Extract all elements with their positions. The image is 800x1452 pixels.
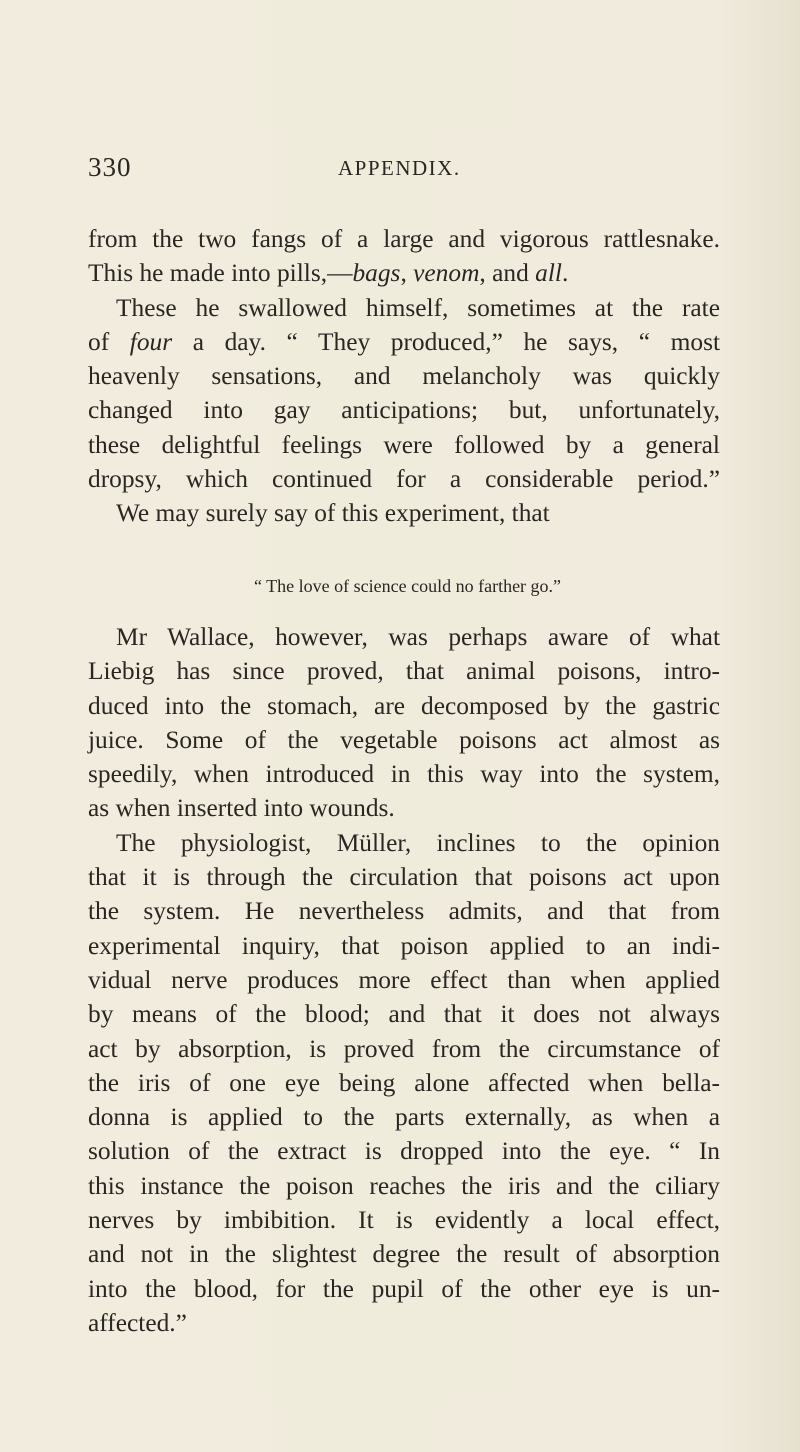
text-line: This he made into pills,—bags, venom, and all.	[88, 259, 569, 288]
text-line: We may surely say of this experiment, that	[116, 499, 550, 528]
text-line: Liebig has since proved, that animal poisons, intro-	[88, 657, 720, 686]
text-line: dropsy, which continued for a considerable period.”	[88, 465, 720, 494]
running-head: APPENDIX.	[338, 156, 461, 180]
text-line: experimental inquiry, that poison applied to an indi-	[88, 931, 720, 960]
text-line: donna is applied to the parts externally, as when a	[88, 1103, 720, 1132]
page-number: 330	[88, 152, 132, 182]
italic-word: bags	[352, 259, 401, 288]
text-line: these delightful feelings were followed by a general	[88, 430, 720, 459]
text-line: by means of the blood; and that it does not always	[88, 1000, 720, 1029]
body-text-bottom	[88, 620, 720, 1340]
text-line: and not in the slightest degree the result of absorption	[88, 1240, 720, 1269]
text-line: The physiologist, Müller, inclines to the opinion	[116, 828, 720, 857]
text-line: of four a day. “ They produced,” he says, “ most	[88, 327, 720, 356]
text-line: into the blood, for the pupil of the other eye is un-	[88, 1274, 720, 1303]
text-line: as when inserted into wounds.	[88, 794, 395, 823]
text-line: solution of the extract is dropped into the eye. “ In	[88, 1137, 720, 1166]
italic-word: four	[129, 327, 173, 356]
text-line: juice. Some of the vegetable poisons act almost as	[88, 725, 720, 754]
text-line: changed into gay anticipations; but, unfortunately,	[88, 396, 720, 425]
text-line: These he swallowed himself, sometimes at the rate	[116, 293, 720, 322]
text-line: Mr Wallace, however, was perhaps aware of what	[116, 623, 720, 651]
body-text-top	[88, 222, 720, 531]
text-line: duced into the stomach, are decomposed by the gastric	[88, 691, 720, 720]
verse-quotation: “ The love of science could no farther go.”	[254, 576, 562, 596]
text-line: the iris of one eye being alone affected when bella-	[88, 1068, 720, 1097]
text-line: nerves by imbibition. It is evidently a local effect,	[88, 1206, 720, 1235]
text-line: this instance the poison reaches the iris and the ciliary	[88, 1171, 720, 1200]
text-line: from the two fangs of a large and vigorous rattlesnake.	[88, 225, 720, 253]
page-header	[88, 152, 720, 192]
italic-word: venom	[413, 259, 480, 288]
text-line: the system. He nevertheless admits, and that from	[88, 897, 720, 926]
text-line: affected.”	[88, 1308, 187, 1337]
italic-word: all	[535, 259, 562, 288]
text-line: vidual nerve produces more effect than when applied	[88, 965, 720, 994]
text-line: that it is through the circulation that poisons act upon	[88, 863, 720, 892]
text-line: speedily, when introduced in this way into the system,	[88, 760, 720, 789]
text-line: act by absorption, is proved from the circumstance of	[88, 1034, 720, 1063]
text-line: heavenly sensations, and melancholy was quickly	[88, 362, 720, 391]
